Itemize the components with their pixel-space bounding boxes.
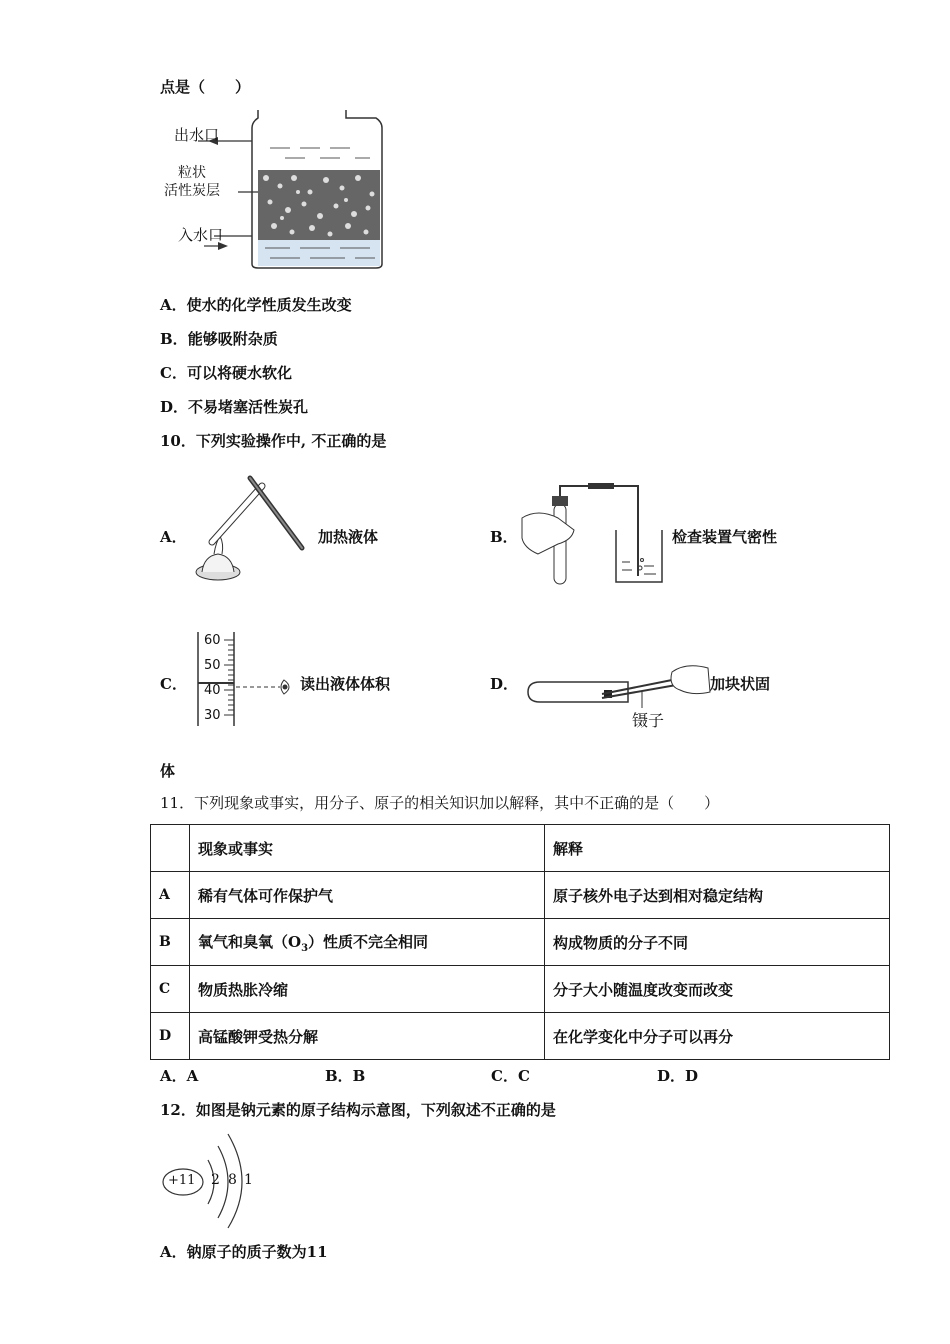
tick-label-50: 50: [204, 658, 221, 673]
q9-option-a: A．使水的化学性质发生改变: [160, 296, 352, 314]
q9-option-d: D．不易堵塞活性炭孔: [160, 398, 309, 416]
hand-icon: [671, 666, 710, 694]
tick-label-60: 60: [204, 633, 221, 648]
label-inlet: 入水口: [178, 226, 224, 244]
header-cell: [151, 825, 190, 872]
bubble: [641, 559, 644, 562]
row-key: A: [151, 872, 190, 919]
tick-label-30: 30: [204, 708, 221, 723]
row-fact: 高锰酸钾受热分解: [190, 1013, 545, 1060]
q10-stem: 10．下列实验操作中, 不正确的是: [160, 432, 387, 450]
nucleus-charge: +11: [168, 1173, 196, 1188]
q10-caption-c: 读出液体体积: [300, 675, 391, 693]
label-layer-1: 粒状: [178, 165, 206, 181]
table-row: [151, 919, 890, 966]
q10-caption-d: 加块状固: [710, 675, 771, 693]
table-row: [151, 966, 890, 1013]
q12-option-a: A．钠原子的质子数为11: [160, 1243, 328, 1261]
shell-count-2: 8: [228, 1172, 237, 1188]
header-cell: 解释: [545, 825, 890, 872]
label-tweezers: 镊子: [632, 711, 665, 730]
label-outlet: 出水口: [174, 126, 220, 144]
row-fact: 氧气和臭氧$(O_3)$性质不完全相同: [190, 919, 545, 966]
row-key: C: [151, 966, 190, 1013]
q9-stem-tail: 点是（ ）: [160, 78, 251, 96]
table-row: [151, 872, 890, 919]
row-explain: 在化学变化中分子可以再分: [545, 1013, 890, 1060]
q11-table: [150, 824, 890, 1060]
q11-answer-a: A．A: [160, 1067, 199, 1085]
q10-option-c-key: C．: [160, 675, 187, 693]
adding-solid-figure: [522, 662, 712, 712]
q9-option-c: C．可以将硬水软化: [160, 364, 292, 382]
label-layer-2: 活性炭层: [164, 183, 220, 199]
q10-caption-b: 检查装置气密性: [672, 528, 778, 546]
q11-answer-b: B．B: [325, 1067, 366, 1085]
q10-caption-a: 加热液体: [318, 528, 379, 546]
airtightness-check-figure: [518, 478, 668, 588]
table-header-row: [151, 825, 890, 872]
q10-option-a-key: A．: [160, 528, 187, 546]
row-key: D: [151, 1013, 190, 1060]
row-explain: 原子核外电子达到相对稳定结构: [545, 872, 890, 919]
shell-count-1: 2: [211, 1172, 220, 1188]
table-row: [151, 1013, 890, 1060]
q12-stem: 12．如图是钠元素的原子结构示意图，下列叙述不正确的是: [160, 1101, 556, 1119]
water-layer: [258, 240, 380, 266]
q11-answer-c: C．C: [491, 1067, 530, 1085]
row-explain: 构成物质的分子不同: [545, 919, 890, 966]
tick-label-40: 40: [204, 683, 221, 698]
q9-option-b: B．能够吸附杂质: [160, 330, 278, 348]
q10-caption-d-cont: 体: [160, 762, 176, 780]
stopper: [552, 496, 568, 506]
row-fact: 物质热胀冷缩: [190, 966, 545, 1013]
header-cell: 现象或事实: [190, 825, 545, 872]
heating-liquid-figure: [190, 472, 310, 584]
cylinder-ticks: [224, 640, 234, 715]
row-key: B: [151, 919, 190, 966]
q11-stem: 11．下列现象或事实，用分子、原子的相关知识加以解释，其中不正确的是（ ）: [160, 794, 720, 812]
q11-answer-d: D．D: [657, 1067, 699, 1085]
shell-count-3: 1: [244, 1172, 253, 1188]
q10-option-b-key: B．: [490, 528, 518, 546]
row-explain: 分子大小随温度改变而改变: [545, 966, 890, 1013]
row-fact: 稀有气体可作保护气: [190, 872, 545, 919]
q10-option-d-key: D．: [490, 675, 519, 693]
carbon-layer: [258, 170, 380, 240]
